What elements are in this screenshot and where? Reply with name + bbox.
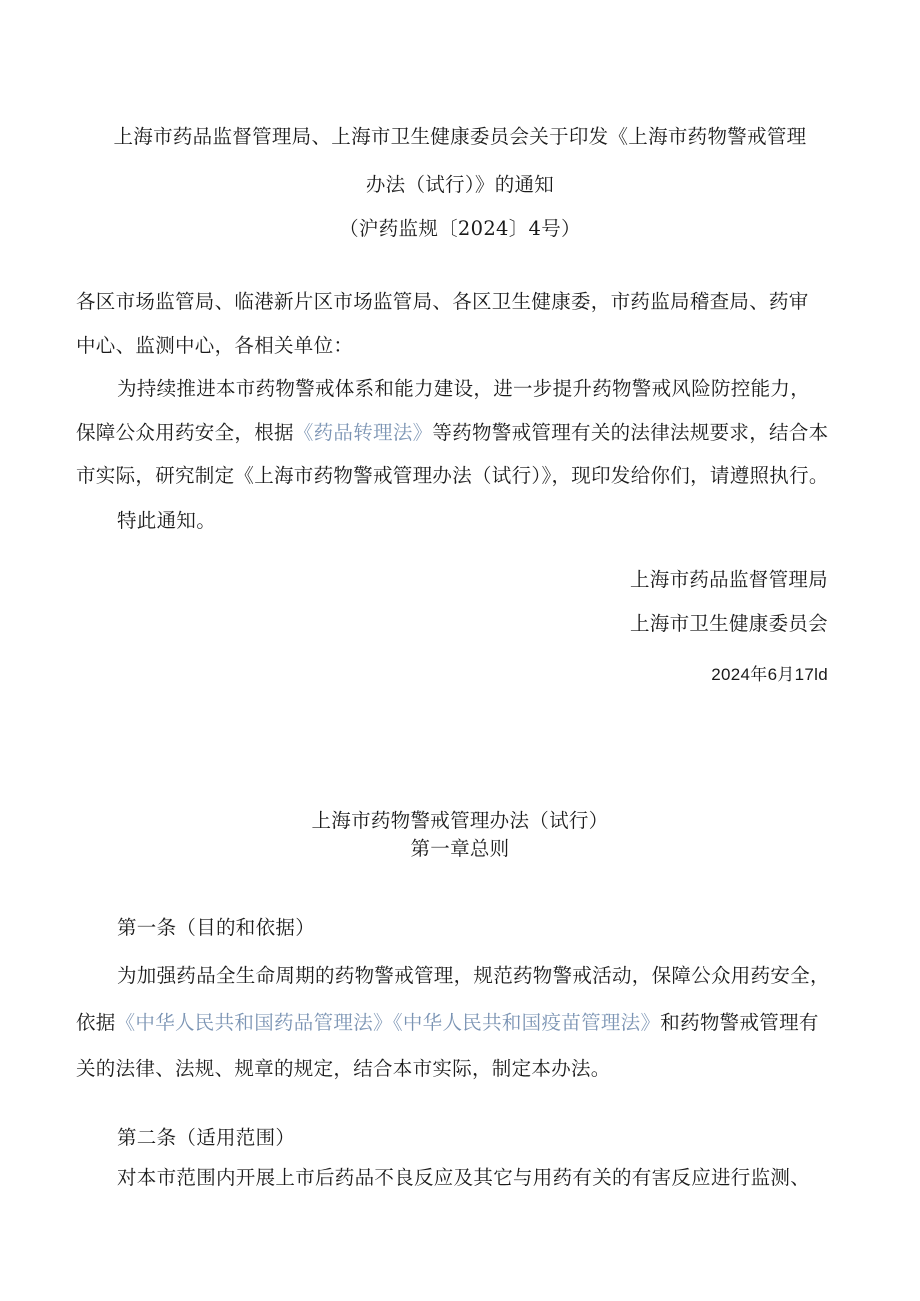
- article2-heading: 第二条（适用范围）: [117, 1126, 296, 1149]
- article1-line2-suffix: 和药物警戒管理有: [660, 1011, 819, 1034]
- article1-line1: 为加强药品全生命周期的药物警戒管理，规范药物警戒活动，保障公众用药安全，: [117, 964, 830, 987]
- notice-title-line2: 办法（试行）》的通知: [365, 173, 555, 196]
- article1-line2: [76, 1013, 819, 1033]
- addressee-line2: 中心、监测中心，各相关单位：: [76, 334, 354, 357]
- notice-body-line1: 为持续推进本市药物警戒体系和能力建设，进一步提升药物警戒风险防控能力，: [117, 377, 811, 400]
- drug-administration-law-link[interactable]: 《中华人民共和国药品管理法》: [115, 1011, 393, 1034]
- issuer-drug-administration: 上海市药品监督管理局: [629, 568, 828, 591]
- article1-heading: 第一条（目的和依据）: [117, 916, 316, 939]
- chapter-title: 第一章总则: [410, 837, 510, 860]
- addressee-line1: 各区市场监管局、临港新片区市场监管局、各区卫生健康委，市药监局稽查局、药审: [76, 290, 809, 313]
- notice-closing: 特此通知。: [117, 509, 217, 532]
- notice-doc-number: （沪药监规〔2024〕4号）: [339, 217, 581, 240]
- drug-law-link[interactable]: 《药品转理法》: [293, 421, 433, 444]
- notice-body-line2-suffix: 等药物警戒管理有关的法律法规要求，结合本: [432, 421, 829, 444]
- article1-line2-prefix: 依据: [76, 1011, 116, 1034]
- article1-line3: 关的法律、法规、规章的规定，结合本市实际，制定本办法。: [76, 1057, 611, 1080]
- notice-body-line2: [76, 423, 828, 443]
- measures-title: 上海市药物警戒管理办法（试行）: [311, 809, 609, 832]
- notice-title-line1: 上海市药品监督管理局、上海市卫生健康委员会关于印发《上海市药物警戒管理: [113, 125, 807, 148]
- notice-body-line3: 市实际，研究制定《上海市药物警戒管理办法（试行）》，现印发给你们，请遵照执行。: [76, 464, 829, 487]
- notice-date: 2024年6月17ld: [711, 665, 828, 684]
- article2-line1: 对本市范围内开展上市后药品不良反应及其它与用药有关的有害反应进行监测、: [117, 1166, 811, 1189]
- issuer-health-commission: 上海市卫生健康委员会: [629, 612, 828, 635]
- vaccine-administration-law-link[interactable]: 《中华人民共和国疫苗管理法》: [392, 1011, 661, 1034]
- notice-body-line2-prefix: 保障公众用药安全，根据: [76, 421, 294, 444]
